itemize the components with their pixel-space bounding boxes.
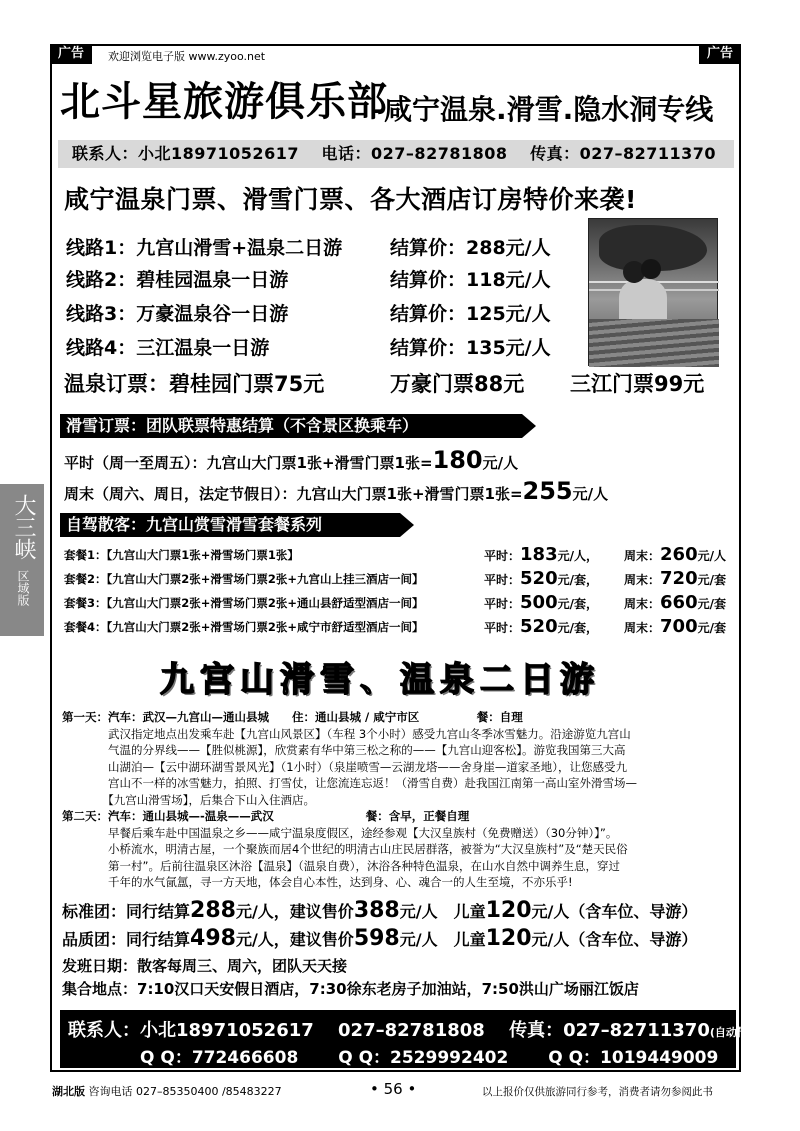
- page-number: • 56 •: [370, 1080, 417, 1098]
- itinerary-line: 气温的分界线——【胜似桃源】，欣赏素有华中第三松之称的——【九宫山迎客松】。游览我国第三大高: [62, 743, 626, 757]
- itinerary-line: 早餐后乘车赴中国温泉之乡——咸宁温泉度假区，途经参观【大汉皇族村（免费赠送）（30分钟）】”。: [62, 825, 618, 840]
- spa-sanjiang: 三江门票99元: [570, 372, 705, 396]
- route-price: 结算价：288元/人: [390, 237, 551, 259]
- auto-fax-note: (自动传真): [709, 1026, 764, 1039]
- region-side-tab: [0, 484, 44, 636]
- route-1: [66, 233, 551, 260]
- hot-spring-photo: [588, 218, 718, 366]
- route-2: [66, 265, 551, 292]
- tour-title: 九宫山滑雪、温泉二日游: [160, 660, 600, 700]
- itinerary-line: 第一村”。后前往温泉区沐浴【温泉】（温泉自费），沐浴各种特色温泉，在山水自然中调养生息，穿过: [62, 858, 620, 873]
- page-title: 北斗星旅游俱乐部: [60, 79, 388, 125]
- price-quality: 品质团：同行结算498元/人，建议售价598元/人 儿童120元/人（含车位、导游）: [62, 926, 698, 951]
- spa-biguiyuan: 温泉订票：碧桂园门票75元: [64, 372, 325, 396]
- itinerary-line: 宫山不一样的冰雪魅力，拍照、打雪仗，让您流连忘返！（滑雪自费）赴我国江南第一高山室外滑雪场—: [62, 776, 637, 790]
- price-standard: 标准团：同行结算288元/人，建议售价388元/人 儿童120元/人（含车位、导游）: [62, 898, 698, 923]
- package-row: 套餐1：【九宫山大门票1张+滑雪场门票1张】 平时：183元/人， 周末：260元/人: [64, 544, 726, 565]
- ski-section-bar: 滑雪订票：团队联票特惠结算（不含景区换乘车）: [60, 414, 522, 438]
- ad-label-right: 广告: [699, 44, 741, 64]
- ski-weekday: 平时（周一至周五）：九宫山大门票1张+滑雪门票1张=180元/人: [64, 446, 519, 474]
- itinerary-line: 【九宫山滑雪场】，后集合下山入住酒店。: [62, 792, 315, 807]
- ski-weekday-price: 180: [432, 446, 483, 474]
- footer-left: 湖北版 咨询电话 027–85350400 /85483227: [52, 1085, 282, 1098]
- schedule: 发班日期：散客每周三、周六，团队天天接: [62, 957, 348, 975]
- route-price: 结算价：135元/人: [390, 337, 551, 359]
- route-price: 结算价：118元/人: [390, 269, 551, 291]
- route-3: [66, 299, 551, 326]
- route-name: 线路3：万豪温泉谷一日游: [66, 303, 289, 325]
- itinerary-line: 千年的水气氤氲，寻一方天地，体会自心本性，达到身、心、魂合一的人生至境，不亦乐乎!: [62, 875, 573, 889]
- contact-bar: 联系人：小北18971052617 电话：027–82781808 传真：027–82711370: [58, 140, 734, 168]
- site-line[interactable]: 欢迎浏览电子版 www.zyoo.net: [108, 50, 266, 63]
- itinerary-line: 第二天：汽车：通山县城—-温泉——武汉 餐：含早，正餐自理: [62, 809, 470, 823]
- route-price: 结算价：125元/人: [390, 303, 551, 325]
- qq-line: Q Q：772466608 Q Q：2529992402 Q Q：1019449009: [140, 1048, 719, 1068]
- route-name: 线路1：九宫山滑雪+温泉二日游: [66, 237, 343, 259]
- headline: 咸宁温泉门票、滑雪门票、各大酒店订房特价来袭!: [64, 185, 637, 214]
- itinerary-line: 第一天：汽车：武汉—九宫山—通山县城 住：通山县城 / 咸宁市区 餐：自理: [62, 710, 523, 724]
- footer-disclaimer: 以上报价仅供旅游同行参考，消费者请勿参阅此书: [482, 1086, 713, 1098]
- ad-label-left: 广告: [50, 44, 92, 64]
- route-name: 线路4：三江温泉一日游: [66, 337, 270, 359]
- ski-weekend: 周末（周六、周日，法定节假日）：九宫山大门票1张+滑雪门票1张=255元/人: [64, 477, 609, 505]
- contact-line: 联系人：小北18971052617 027–82781808 传真：027–82711370(自动传真): [68, 1020, 764, 1041]
- itinerary-line: 山湖泊—【云中湖环湖雪景风光】（1小时）（泉崖喷雪—云湖龙塔——舍身崖—道家圣地），让您感受九: [62, 759, 628, 774]
- ski-weekend-price: 255: [522, 477, 573, 505]
- itinerary-line: 武汉指定地点出发乘车赴【九宫山风景区】（车程 3个小时）感受九宫山冬季冰雪魅力。沿途游览九宫山: [62, 726, 631, 741]
- selfdrive-section-bar: 自驾散客：九宫山赏雪滑雪套餐系列: [60, 513, 400, 537]
- meeting-point: 集合地点：7:10汉口天安假日酒店，7:30徐东老房子加油站，7:50洪山广场丽江饭店: [62, 980, 639, 998]
- side-tab-subtitle: 区域版: [16, 570, 30, 606]
- package-row: 套餐4：【九宫山大门票2张+滑雪场门票2张+咸宁市舒适型酒店一间】 平时：520元/套， 周末：700元/套: [64, 616, 726, 637]
- route-4: [66, 333, 551, 360]
- page-subtitle: –咸宁温泉.滑雪.隐水洞专线: [370, 93, 714, 126]
- route-name: 线路2：碧桂园温泉一日游: [66, 269, 289, 291]
- package-row: 套餐2：【九宫山大门票2张+滑雪场门票2张+九宫山上挂三酒店一间】 平时：520元/套， 周末：720元/套: [64, 568, 726, 589]
- contact-box: [60, 1010, 764, 1068]
- spa-wanhao: 万豪门票88元: [390, 372, 525, 396]
- package-row: 套餐3：【九宫山大门票2张+滑雪场门票2张+通山县舒适型酒店一间】 平时：500元/套， 周末：660元/套: [64, 592, 726, 613]
- itinerary-line: 小桥流水，明清古屋，一个聚族而居4个世纪的明清古山庄民居群落，被誉为“大汉皇族村”及“楚天民俗: [62, 842, 628, 856]
- side-tab-title: 大三峡: [11, 494, 36, 560]
